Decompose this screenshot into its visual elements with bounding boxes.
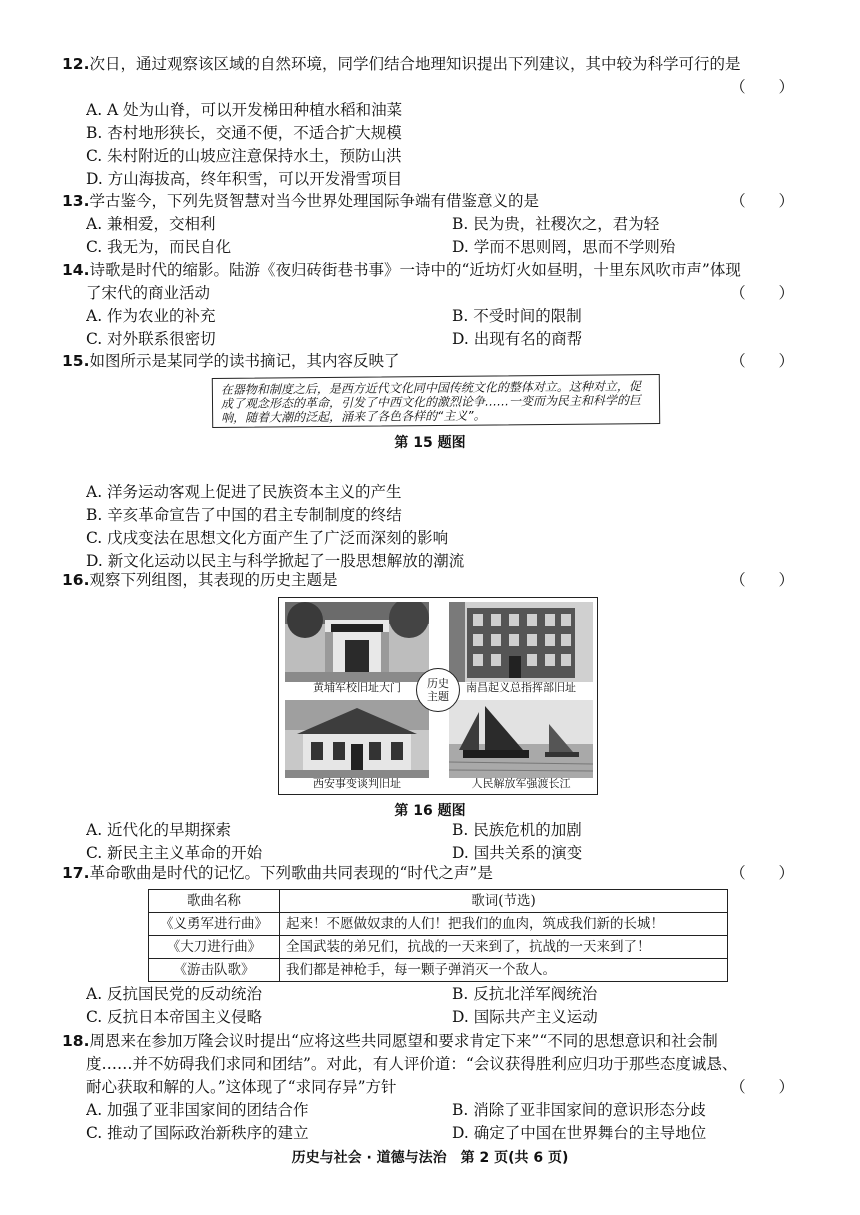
question-17 (62, 862, 808, 885)
question-15 (62, 350, 808, 373)
question-16-stem (62, 569, 808, 592)
figure-15-caption: 第 15 题图 (394, 435, 466, 451)
photo-caption: 人民解放军强渡长江 (471, 777, 571, 790)
option-a[interactable]: A. 作为农业的补充 (86, 307, 216, 325)
question-12 (62, 53, 808, 191)
songs-table (148, 889, 728, 982)
answer-parenthesis[interactable]: （ ） (730, 352, 808, 370)
question-text: 如图所示是某同学的读书摘记，其内容反映了 (89, 352, 400, 370)
option-b[interactable]: B. 民族危机的加剧 (452, 821, 582, 839)
history-theme-badge (416, 668, 460, 712)
question-15-options (62, 481, 802, 573)
option-b[interactable]: B. 反抗北洋军阀统治 (452, 985, 598, 1003)
question-17-options (62, 983, 802, 1029)
option-c[interactable]: C. 我无为，而民自化 (86, 238, 232, 256)
table-row (149, 913, 728, 936)
table-header: 歌曲名称 (149, 890, 280, 913)
question-16 (62, 569, 808, 592)
option-d[interactable]: D. 学而不思则罔，思而不学则殆 (452, 238, 676, 256)
table-header: 歌词(节选) (280, 890, 728, 913)
question-text: 次日，通过观察该区域的自然环境，同学们结合地理知识提出下列建议，其中较为科学可行的是 (89, 55, 741, 73)
answer-parenthesis[interactable]: （ ） (730, 78, 808, 96)
table-row (149, 959, 728, 982)
option-d[interactable]: D. 出现有名的商帮 (452, 330, 583, 348)
option-b[interactable]: B. 民为贵，社稷次之，君为轻 (452, 215, 660, 233)
answer-parenthesis[interactable]: （ ） (730, 1078, 808, 1096)
question-text-continued: 度……并不妨碍我们求同和团结”。对此，有人评价道：“会议获得胜利应归功于那些态度诚恳、 (86, 1055, 738, 1073)
question-15-stem (62, 350, 808, 373)
question-text: 革命歌曲是时代的记忆。下列歌曲共同表现的“时代之声”是 (89, 864, 493, 882)
question-16-options (62, 819, 802, 865)
question-18 (62, 1030, 808, 1145)
table-header-row (149, 890, 728, 913)
photo-yangtze-crossing (449, 700, 593, 792)
question-number: 16. (62, 571, 90, 589)
option-b[interactable]: B. 不受时间的限制 (452, 307, 582, 325)
option-a[interactable]: A. 反抗国民党的反动统治 (86, 985, 263, 1003)
photo-caption: 黄埔军校旧址大门 (313, 681, 401, 694)
option-c[interactable]: C. 反抗日本帝国主义侵略 (86, 1008, 263, 1026)
option-d[interactable]: D. 国际共产主义运动 (452, 1008, 598, 1026)
option-a[interactable]: A. 近代化的早期探索 (86, 821, 232, 839)
option-a[interactable]: A. 洋务运动客观上促进了民族资本主义的产生 (86, 483, 402, 501)
photo-caption: 南昌起义总指挥部旧址 (466, 681, 576, 694)
question-12-stem (62, 53, 802, 76)
answer-parenthesis[interactable]: （ ） (730, 571, 808, 589)
option-c[interactable]: C. 新民主主义革命的开始 (86, 844, 263, 862)
figure-16-caption: 第 16 题图 (394, 803, 466, 819)
question-number: 12. (62, 55, 90, 73)
question-13-stem (62, 190, 808, 213)
question-number: 13. (62, 192, 90, 210)
question-number: 18. (62, 1032, 90, 1050)
question-17-stem (62, 862, 808, 885)
question-18-stem (62, 1030, 808, 1099)
song-name: 《游击队歌》 (149, 959, 280, 982)
question-13 (62, 190, 808, 259)
option-d[interactable]: D. 确定了中国在世界舞台的主导地位 (452, 1124, 707, 1142)
option-d[interactable]: D. 国共关系的演变 (452, 844, 583, 862)
question-text: 诗歌是时代的缩影。陆游《夜归砖街巷书事》一诗中的“近坊灯火如昼明，十里东风吹市声”体现 (89, 261, 741, 279)
option-c[interactable]: C. 朱村附近的山坡应注意保持水土，预防山洪 (86, 147, 402, 165)
question-number: 17. (62, 864, 90, 882)
song-lyric: 全国武装的弟兄们，抗战的一天来到了，抗战的一天来到了！ (280, 936, 728, 959)
option-c[interactable]: C. 对外联系很密切 (86, 330, 216, 348)
question-14-stem (62, 259, 808, 305)
option-d[interactable]: D. 新文化运动以民主与科学掀起了一股思想解放的潮流 (86, 552, 465, 570)
photo-xian-talks (285, 700, 429, 792)
reading-note-box: 在器物和制度之后，是西方近代文化同中国传统文化的整体对立。这种对立，促成了观念形态的革命，引发了中西文化的激烈论争……一变而为民主和科学的巨响，随着大潮的泛起，涌来了各色各样的“主义”。 (212, 374, 660, 428)
option-a[interactable]: A. A 处为山脊，可以开发梯田种植水稻和油菜 (86, 101, 403, 119)
song-name: 《义勇军进行曲》 (149, 913, 280, 936)
question-text: 学古鉴今，下列先贤智慧对当今世界处理国际争端有借鉴意义的是 (89, 192, 539, 210)
answer-parenthesis[interactable]: （ ） (730, 864, 808, 882)
question-text: 观察下列组图，其表现的历史主题是 (89, 571, 338, 589)
question-text-continued: 了宋代的商业活动 (86, 284, 211, 302)
question-14 (62, 259, 808, 351)
figure-16-photo-grid (278, 597, 598, 795)
option-b[interactable]: B. 辛亥革命宣告了中国的君主专制制度的终结 (86, 506, 402, 524)
option-a[interactable]: A. 兼相爱，交相利 (86, 215, 216, 233)
photo-caption: 西安事变谈判旧址 (313, 777, 401, 790)
song-name: 《大刀进行曲》 (149, 936, 280, 959)
song-lyric: 我们都是神枪手，每一颗子弹消灭一个敌人。 (280, 959, 728, 982)
photo-nanchang-hq (449, 602, 593, 696)
option-d[interactable]: D. 方山海拔高，终年积雪，可以开发滑雪项目 (86, 170, 403, 188)
question-text-continued: 耐心获取和解的人。”这体现了“求同存异”方针 (86, 1078, 397, 1096)
question-text: 周恩来在参加万隆会议时提出“应将这些共同愿望和要求肯定下来”“不同的思想意识和社会制 (89, 1032, 718, 1050)
option-c[interactable]: C. 戊戌变法在思想文化方面产生了广泛而深刻的影响 (86, 529, 449, 547)
answer-parenthesis[interactable]: （ ） (730, 284, 808, 302)
option-b[interactable]: B. 消除了亚非国家间的意识形态分歧 (452, 1101, 706, 1119)
option-a[interactable]: A. 加强了亚非国家间的团结合作 (86, 1101, 309, 1119)
option-c[interactable]: C. 推动了国际政治新秩序的建立 (86, 1124, 309, 1142)
photo-huangpu-gate (285, 602, 429, 696)
question-number: 15. (62, 352, 90, 370)
answer-parenthesis[interactable]: （ ） (730, 192, 808, 210)
table-row (149, 936, 728, 959)
history-theme-label: 历史主题 (427, 677, 449, 703)
option-b[interactable]: B. 杏村地形狭长，交通不便，不适合扩大规模 (86, 124, 402, 142)
song-lyric: 起来！不愿做奴隶的人们！把我们的血肉，筑成我们新的长城！ (280, 913, 728, 936)
page-footer: 历史与社会 · 道德与法治 第 2 页(共 6 页) (291, 1150, 569, 1166)
question-number: 14. (62, 261, 90, 279)
